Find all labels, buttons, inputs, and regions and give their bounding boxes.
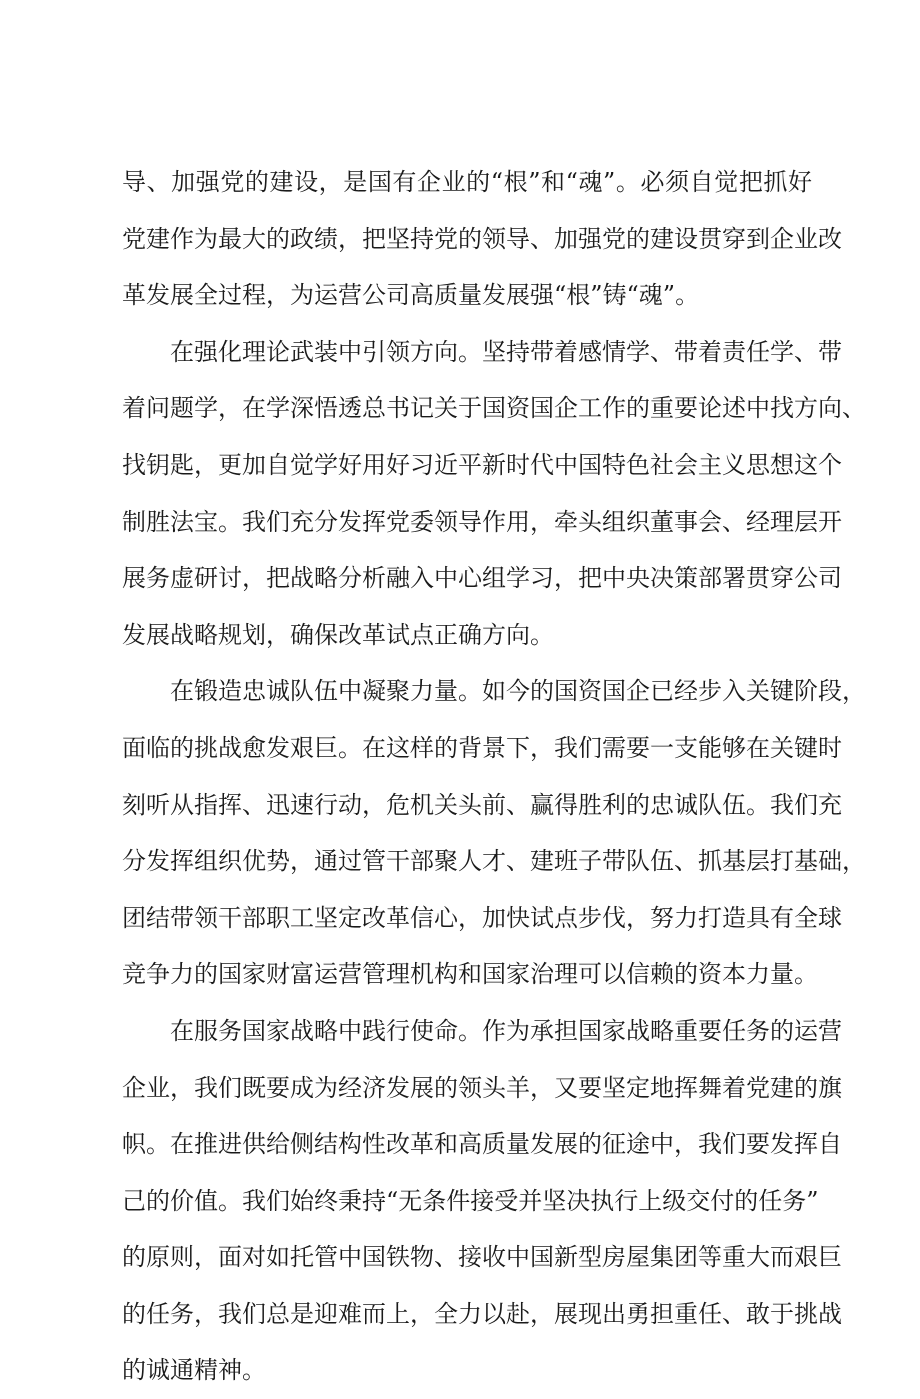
text-line: 面临的挑战愈发艰巨。在这样的背景下，我们需要一支能够在关键时 — [122, 733, 842, 762]
text-line: 刻听从指挥、迅速行动，危机关头前、赢得胜利的忠诚队伍。我们充 — [122, 790, 842, 819]
paragraph — [122, 324, 866, 664]
text-line: 革发展全过程，为运营公司高质量发展强“根”铸“魂”。 — [122, 281, 700, 310]
text-line: 展务虚研讨，把战略分析融入中心组学习，把中央决策部署贯穿公司 — [122, 564, 842, 593]
text-line: 团结带领干部职工坚定改革信心，加快试点步伐，努力打造具有全球 — [122, 903, 842, 932]
paragraph — [122, 154, 842, 324]
text-line: 的原则，面对如托管中国铁物、接收中国新型房屋集团等重大而艰巨 — [122, 1243, 842, 1272]
text-line: 的诚通精神。 — [122, 1356, 266, 1385]
paragraph — [122, 1003, 842, 1399]
text-line: 竞争力的国家财富运营管理机构和国家治理可以信赖的资本力量。 — [122, 960, 818, 989]
text-line: 在强化理论武装中引领方向。坚持带着感情学、带着责任学、带 — [170, 337, 842, 366]
text-line: 帜。在推进供给侧结构性改革和高质量发展的征途中，我们要发挥自 — [122, 1130, 842, 1159]
document-body — [122, 154, 866, 1399]
text-line: 企业，我们既要成为经济发展的领头羊，又要坚定地挥舞着党建的旗 — [122, 1073, 842, 1102]
text-line: 制胜法宝。我们充分发挥党委领导作用，牵头组织董事会、经理层开 — [122, 507, 842, 536]
paragraph — [122, 663, 866, 1003]
text-line: 发展战略规划，确保改革试点正确方向。 — [122, 620, 554, 649]
text-line: 导、加强党的建设，是国有企业的“根”和“魂”。必须自觉把抓好 — [122, 168, 812, 196]
text-line: 找钥匙，更加自觉学好用好习近平新时代中国特色社会主义思想这个 — [122, 450, 842, 479]
text-line: 己的价值。我们始终秉持“无条件接受并坚决执行上级交付的任务” — [122, 1186, 819, 1215]
text-line: 的任务，我们总是迎难而上，全力以赴，展现出勇担重任、敢于挑战 — [122, 1299, 842, 1328]
text-line: 在锻造忠诚队伍中凝聚力量。如今的国资国企已经步入关键阶段， — [170, 677, 866, 706]
text-line: 分发挥组织优势，通过管干部聚人才、建班子带队伍、抓基层打基础， — [122, 847, 866, 876]
text-line: 在服务国家战略中践行使命。作为承担国家战略重要任务的运营 — [170, 1016, 842, 1045]
text-line: 党建作为最大的政绩，把坚持党的领导、加强党的建设贯穿到企业改 — [122, 224, 842, 253]
text-line: 着问题学，在学深悟透总书记关于国资国企工作的重要论述中找方向、 — [122, 394, 866, 423]
